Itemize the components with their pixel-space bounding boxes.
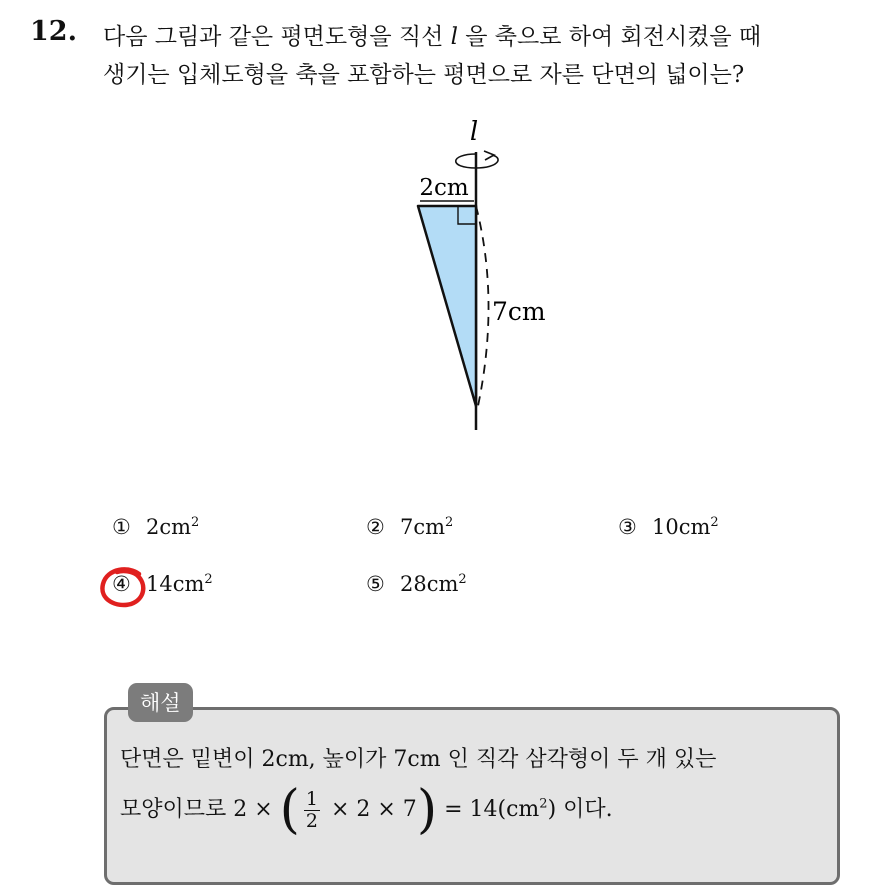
left-paren: (	[279, 780, 300, 840]
axis-variable: l	[450, 24, 458, 50]
choice-4[interactable]: ④ $14cm^2$	[112, 572, 213, 596]
solution-line-1: 단면은 밑변이 2cm, 높이가 7cm 인 직각 삼각형이 두 개 있는	[120, 747, 717, 772]
axis-label: l	[469, 117, 479, 147]
arrowhead-icon	[484, 151, 494, 160]
base-label: 2cm	[419, 175, 469, 201]
choice-5[interactable]: ⑤ $28cm^2$	[366, 572, 467, 596]
fraction: $\frac{1}{2}$	[305, 787, 319, 832]
choice-1[interactable]: ① $2cm^2$	[112, 515, 200, 539]
right-triangle	[418, 206, 476, 406]
question-line-2: 생기는 입체도형을 축을 포함하는 평면으로 자른 단면의 넓이는?	[103, 62, 745, 88]
solution-tag: 해설	[128, 683, 193, 722]
right-paren: )	[416, 780, 438, 840]
question-line-1: 다음 그림과 같은 평면도형을 직선 l 을 축으로 하여 회전시켰을 때	[103, 24, 762, 50]
height-dimension-arc	[476, 206, 489, 406]
question-number: 12.	[30, 16, 77, 47]
height-label: 7cm	[492, 297, 546, 326]
choice-2[interactable]: ② $7cm^2$	[366, 515, 454, 539]
triangle-figure	[380, 110, 570, 435]
answer-circle-mark	[99, 566, 151, 610]
choice-3[interactable]: ③ $10cm^2$	[618, 515, 719, 539]
solution-line-2: 모양이므로 2 × ( $\frac{1}{2}$ × $2 \times 7) = 14(cm^2)$ 이다.	[120, 780, 613, 840]
